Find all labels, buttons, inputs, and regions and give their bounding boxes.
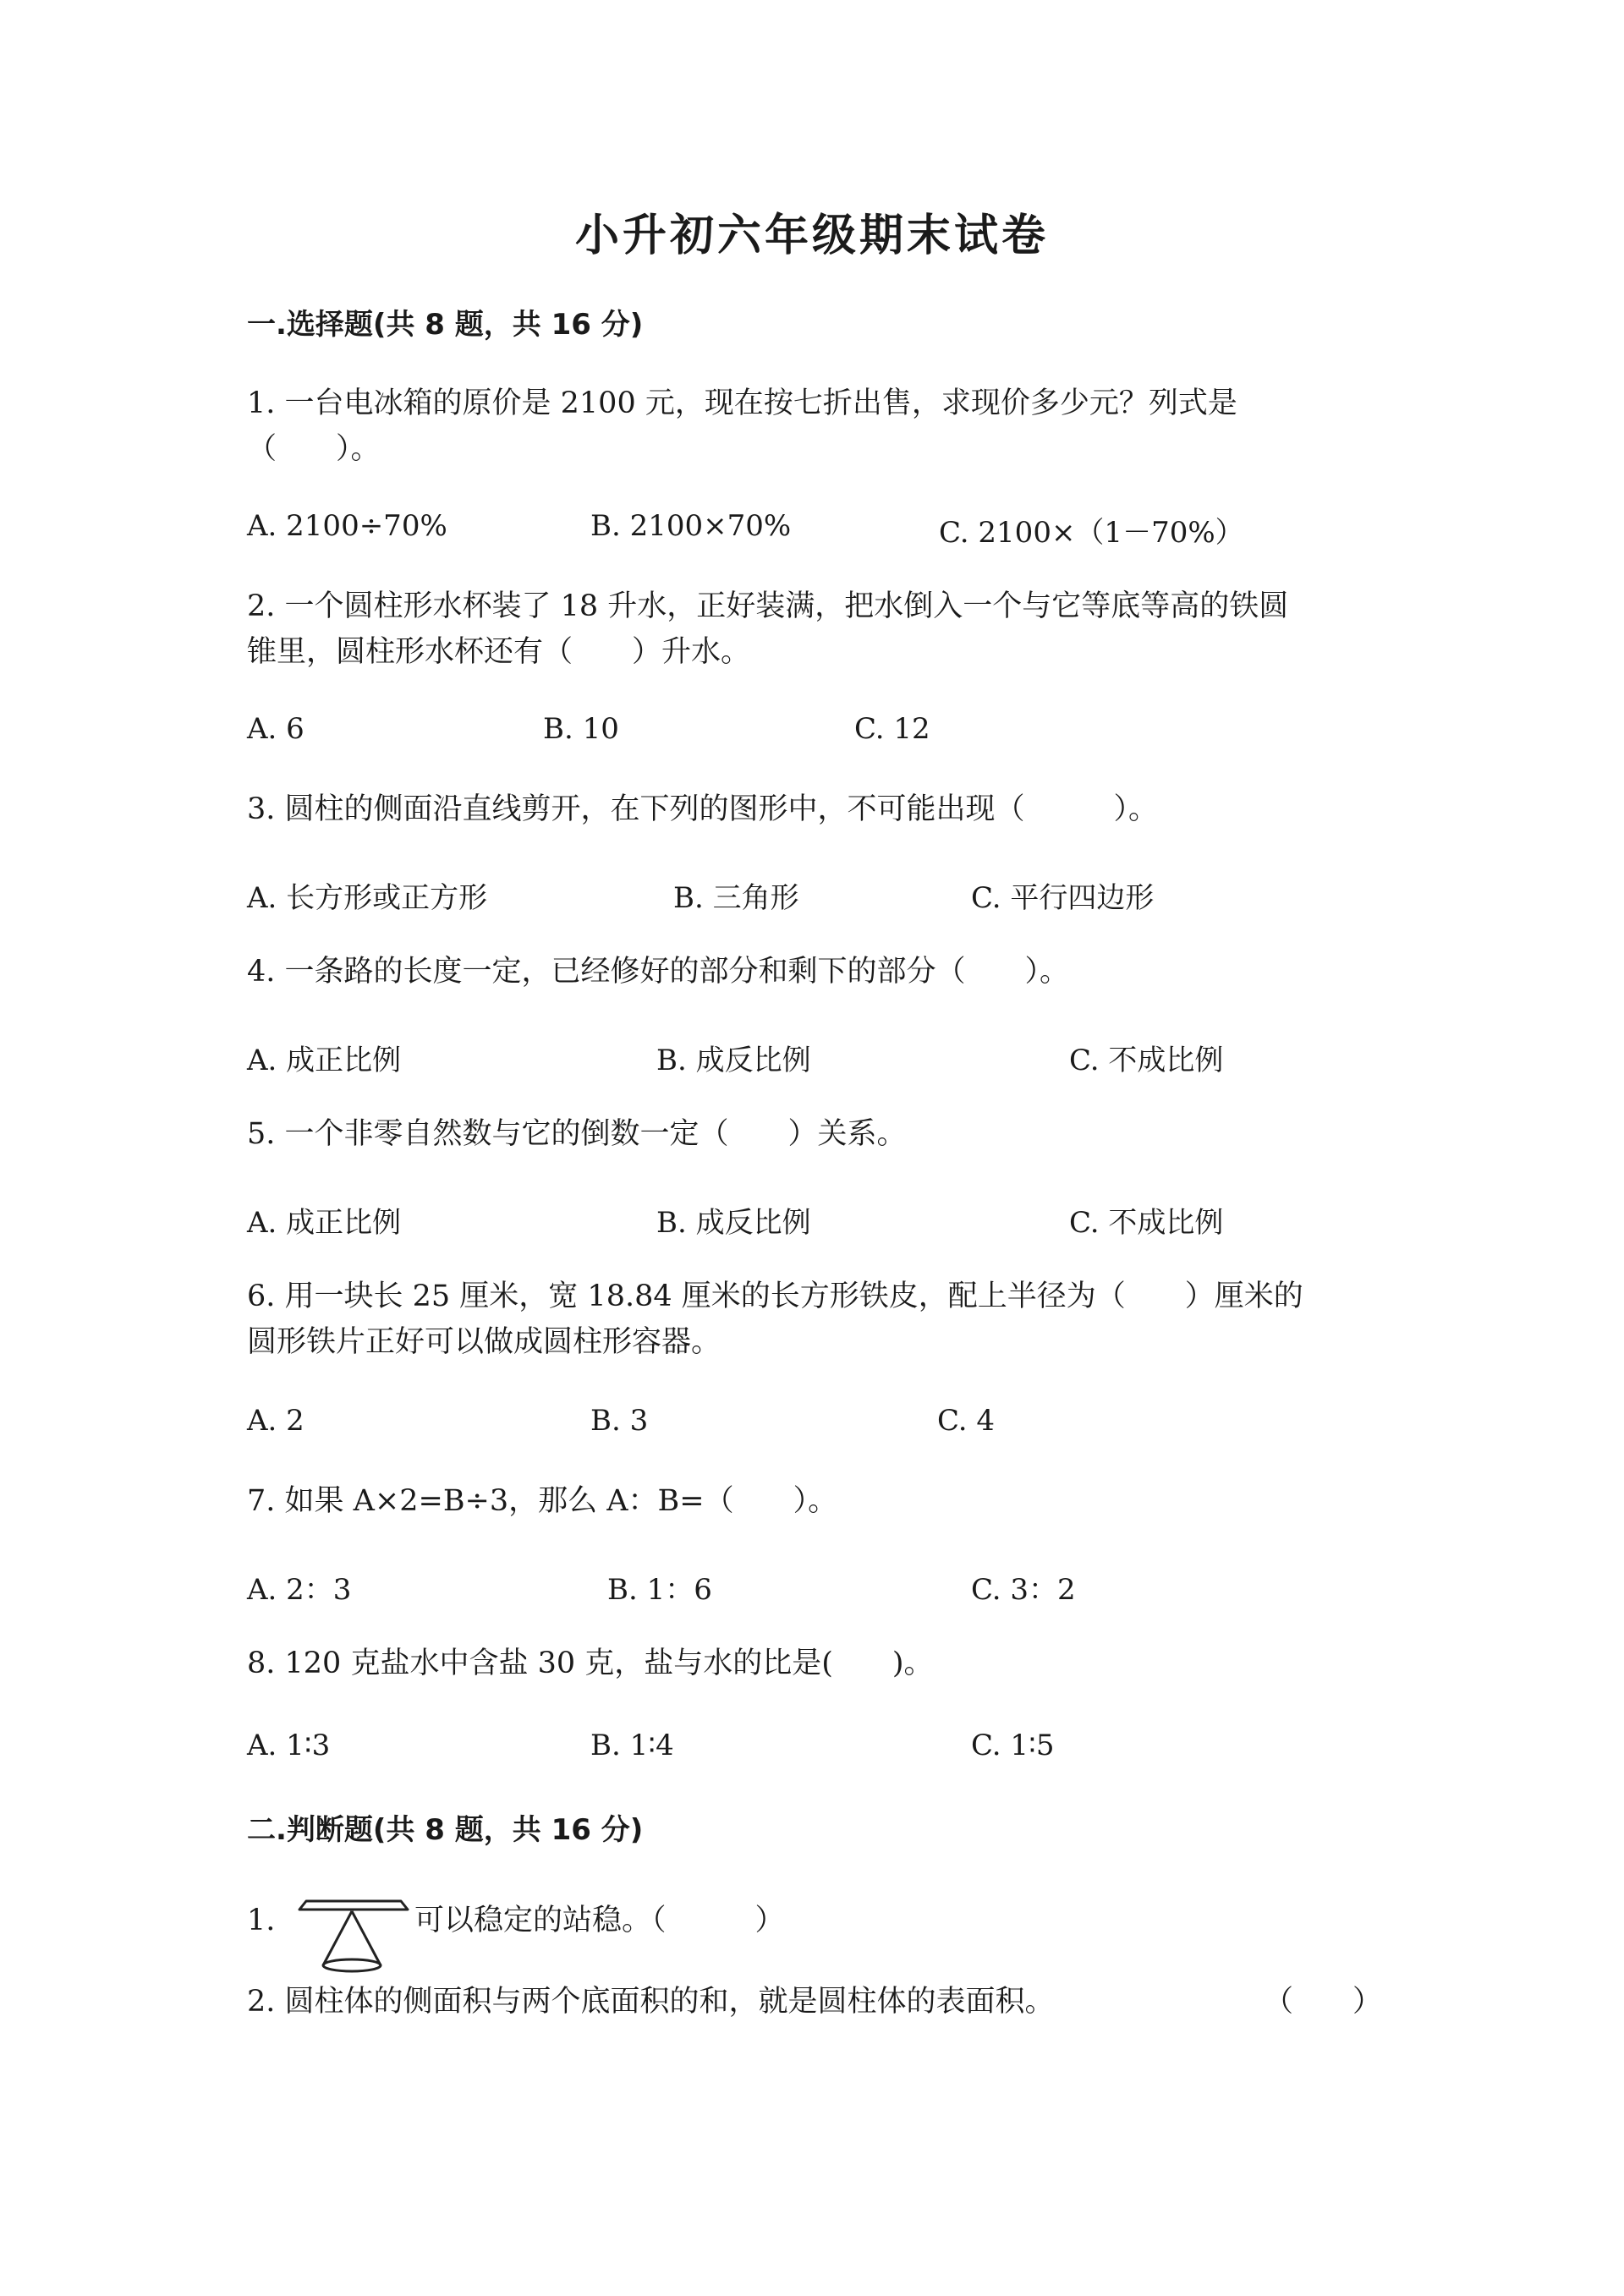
answer-blank: （ ） bbox=[1264, 1985, 1383, 2019]
option-b: B. 成反比例 bbox=[656, 1044, 811, 1077]
option-c: C. 不成比例 bbox=[1069, 1044, 1224, 1077]
page-title: 小升初六年级期末试卷 bbox=[574, 211, 1049, 261]
question-line: 3. 圆柱的侧面沿直线剪开，在下列的图形中，不可能出现（ ）。 bbox=[247, 792, 1159, 826]
cone-with-board-figure bbox=[298, 1893, 409, 1974]
question-line: 5. 一个非零自然数与它的倒数一定（ ）关系。 bbox=[247, 1117, 907, 1151]
option-c: C. 平行四边形 bbox=[971, 881, 1155, 915]
question-line: 2. 一个圆柱形水杯装了 18 升水，正好装满，把水倒入一个与它等底等高的铁圆 bbox=[247, 589, 1289, 623]
option-c: C. 不成比例 bbox=[1069, 1206, 1224, 1240]
option-c: C. 2100×（1－70%） bbox=[939, 516, 1244, 550]
section-heading-judge: 二.判断题(共 8 题，共 16 分) bbox=[247, 1813, 644, 1847]
question-line: 8. 120 克盐水中含盐 30 克，盐与水的比是( )。 bbox=[247, 1647, 934, 1680]
question-1 bbox=[247, 381, 1237, 472]
cone-base bbox=[323, 1959, 381, 1971]
question-4 bbox=[247, 949, 1069, 995]
option-b: B. 10 bbox=[543, 712, 619, 746]
option-b: B. 三角形 bbox=[673, 881, 799, 915]
option-a: A. 2：3 bbox=[247, 1573, 352, 1607]
question-line: 6. 用一块长 25 厘米，宽 18.84 厘米的长方形铁皮，配上半径为（ ）厘米的 bbox=[247, 1280, 1303, 1313]
cone-right-edge bbox=[352, 1911, 381, 1965]
option-b: B. 1：6 bbox=[607, 1573, 712, 1607]
question-line: （ ）。 bbox=[247, 432, 381, 466]
option-c: C. 12 bbox=[854, 712, 930, 746]
option-a: A. 2100÷70% bbox=[247, 509, 447, 543]
judge-question-1: 可以稳定的站稳。（ ） bbox=[414, 1904, 785, 1937]
option-b: B. 成反比例 bbox=[656, 1206, 811, 1240]
option-c: C. 3：2 bbox=[971, 1573, 1076, 1607]
question-line: 锥里，圆柱形水杯还有（ ）升水。 bbox=[247, 635, 751, 669]
option-a: A. 2 bbox=[247, 1404, 304, 1438]
option-c: C. 1∶5 bbox=[971, 1729, 1055, 1762]
option-b: B. 2100×70% bbox=[590, 509, 792, 543]
question-3 bbox=[247, 786, 1158, 832]
option-a: A. 6 bbox=[247, 712, 304, 746]
question-line: 7. 如果 A×2=B÷3，那么 A：B=（ ）。 bbox=[247, 1484, 838, 1518]
question-7 bbox=[247, 1478, 837, 1524]
question-8 bbox=[247, 1641, 934, 1686]
question-line: 4. 一条路的长度一定，已经修好的部分和剩下的部分（ ）。 bbox=[247, 955, 1070, 989]
question-line: 圆形铁片正好可以做成圆柱形容器。 bbox=[247, 1325, 721, 1359]
question-line: 1. 一台电冰箱的原价是 2100 元，现在按七折出售，求现价多少元？列式是 bbox=[247, 386, 1237, 420]
option-a: A. 成正比例 bbox=[247, 1206, 402, 1240]
question-6 bbox=[247, 1274, 1303, 1365]
question-5 bbox=[247, 1111, 907, 1157]
judge-question-2: 2. 圆柱体的侧面积与两个底面积的和，就是圆柱体的表面积。 bbox=[247, 1985, 1055, 2019]
cone-left-edge bbox=[323, 1911, 352, 1965]
option-a: A. 成正比例 bbox=[247, 1044, 402, 1077]
option-c: C. 4 bbox=[937, 1404, 996, 1438]
section-heading-choice: 一.选择题(共 8 题，共 16 分) bbox=[247, 308, 644, 342]
option-b: B. 3 bbox=[590, 1404, 649, 1438]
question-2 bbox=[247, 584, 1288, 675]
judge-question-number: 1. bbox=[247, 1904, 276, 1937]
option-a: A. 长方形或正方形 bbox=[247, 881, 488, 915]
option-b: B. 1∶4 bbox=[590, 1729, 674, 1762]
option-a: A. 1∶3 bbox=[247, 1729, 331, 1762]
board-shape bbox=[299, 1901, 408, 1910]
